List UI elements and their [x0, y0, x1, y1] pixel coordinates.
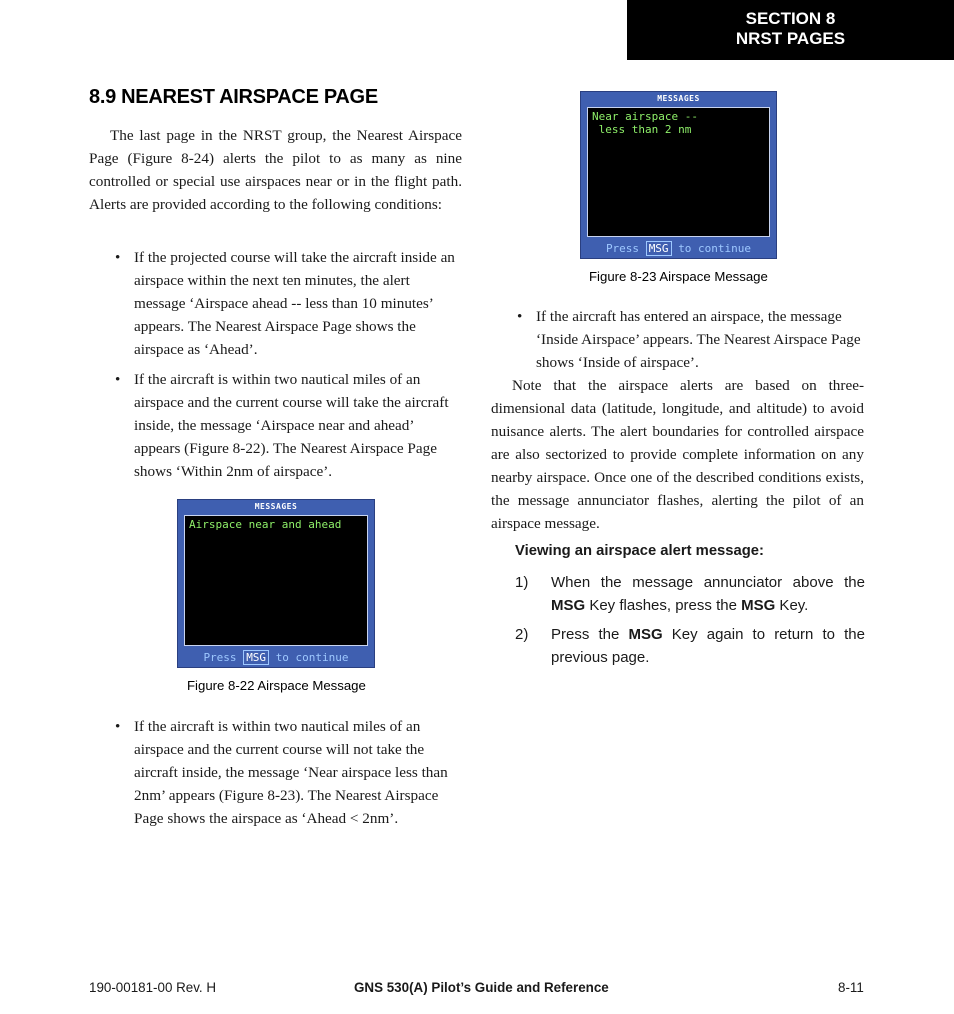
continue-prompt — [178, 650, 374, 665]
bullet-near-less — [89, 715, 449, 830]
bullet-text: If the projected course will take the aircraft inside an airspace within the next ten minutes, the alert message ‘Airspace ahead -- less than 10 minutes’ appears. The Nearest Airspace Page shows the airspace as ‘Ahead’. — [134, 249, 455, 358]
bullet-text: If the aircraft is within two nautical miles of an airspace and the current course will take the aircraft inside, the message ‘Airspace near and ahead’ appears (Figure 8-22). The Nearest Airspace Page shows ‘Within 2nm of airspace’. — [134, 371, 449, 480]
messages-title-bar: MESSAGES — [657, 94, 700, 103]
messages-title-bar: MESSAGES — [254, 502, 298, 511]
figure-8-22-caption: Figure 8-22 Airspace Message — [187, 678, 366, 693]
message-display — [587, 107, 770, 237]
bullet-near-ahead — [89, 368, 449, 483]
bullet-text: If the aircraft is within two nautical miles of an airspace and the current course will not take the aircraft inside, the message ‘Near airspace less than 2nm’ appears (Figure 8-23). The Nearest Airspace Page shows the airspace as ‘Ahead < 2nm’. — [134, 718, 448, 827]
prompt-press: Press — [203, 651, 237, 664]
prompt-continue: to continue — [678, 242, 752, 255]
step-number: 2) — [515, 626, 529, 643]
footer-doc-number: 190-00181-00 Rev. H — [89, 980, 217, 995]
left-column — [89, 124, 462, 216]
procedure-subheading: Viewing an airspace alert message: — [515, 543, 764, 559]
msg-key-text: MSG — [628, 626, 663, 643]
alert-message: Near airspace -- less than 2 nm — [592, 110, 698, 136]
page-heading: 8.9 NEAREST AIRSPACE PAGE — [89, 86, 378, 108]
message-display — [184, 515, 368, 646]
prompt-continue: to continue — [275, 651, 349, 664]
bullet-inside — [491, 305, 864, 374]
msg-key-label: MSG — [646, 241, 672, 256]
bullet-icon: • — [517, 308, 523, 325]
footer-page-number: 8-11 — [838, 980, 864, 995]
bullet-icon: • — [115, 249, 121, 266]
step-text: Press the MSG Key again to return to the previous page. — [551, 626, 865, 666]
continue-prompt — [581, 241, 776, 256]
msg-key-label: MSG — [243, 650, 269, 665]
footer-title: GNS 530(A) Pilot’s Guide and Reference — [354, 980, 609, 995]
bullet-icon: • — [115, 718, 121, 735]
figure-8-22-screen — [177, 499, 375, 668]
msg-key-text: MSG — [551, 597, 586, 614]
figure-8-23-caption: Figure 8-23 Airspace Message — [589, 269, 768, 284]
prompt-press: Press — [605, 242, 640, 255]
intro-paragraph: The last page in the NRST group, the Nearest Airspace Page (Figure 8-24) alerts the pilot to as many as nine controlled or special use airspaces near or in the flight path. Alerts are provided according to the following conditions: — [89, 127, 462, 213]
section-number: SECTION 8 — [745, 9, 836, 28]
step-1 — [515, 571, 865, 617]
step-2 — [515, 623, 865, 669]
section-title: NRST PAGES — [735, 29, 846, 48]
note-paragraph-block — [491, 374, 864, 535]
step-number: 1) — [515, 574, 529, 591]
figure-8-23-screen — [580, 91, 777, 259]
bullet-text: If the aircraft has entered an airspace, the message ‘Inside Airspace’ appears. The Nearest Airspace Page shows ‘Inside of airspace’. — [536, 308, 861, 371]
msg-key-text: MSG — [741, 597, 776, 614]
alert-message: Airspace near and ahead — [189, 518, 342, 531]
bullet-ahead — [89, 246, 462, 361]
section-tab — [627, 0, 954, 60]
bullet-icon: • — [115, 371, 121, 388]
step-text: When the message annunciator above the MSG Key flashes, press the MSG Key. — [551, 574, 865, 614]
note-paragraph: Note that the airspace alerts are based on three-dimensional data (latitude, longitude, and altitude) to avoid nuisance alerts. The alert boundaries for controlled airspace are also sectorized to provide complete information on any nearby airspace. Once one of the described conditions exists, the message annunciator flashes, alerting the pilot of an airspace message. — [491, 377, 864, 532]
